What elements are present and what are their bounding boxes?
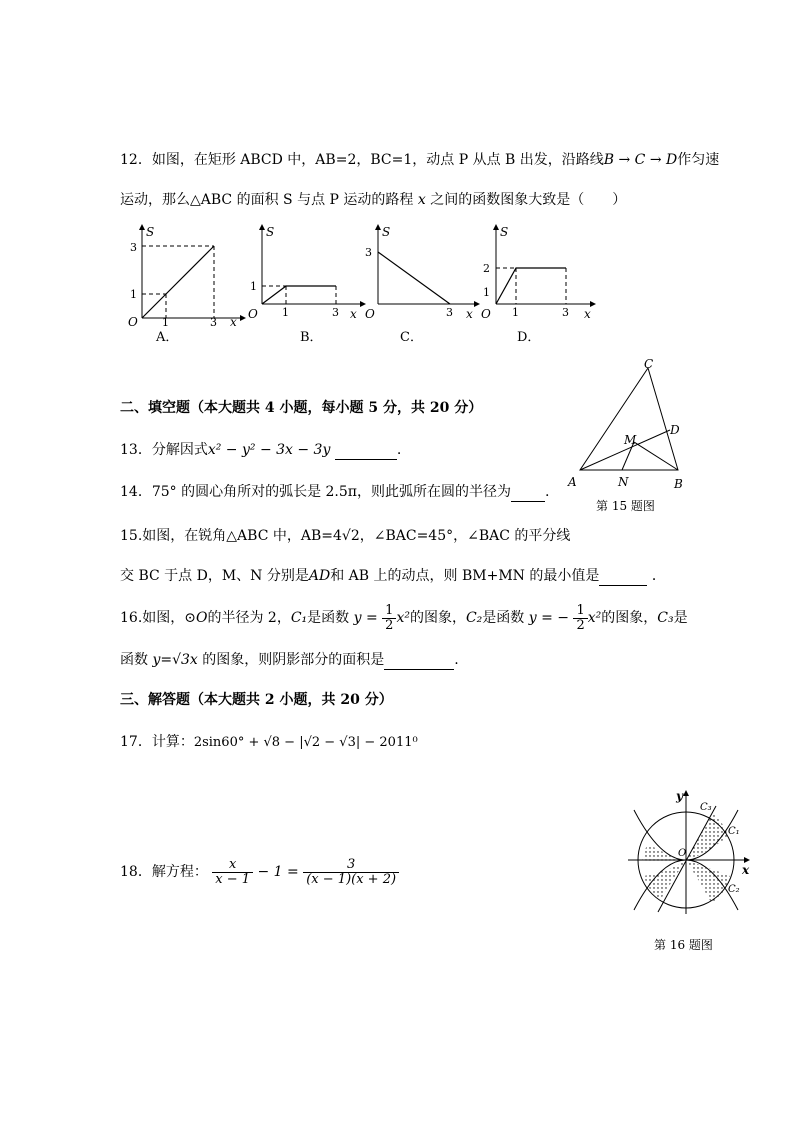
q13-expression: x² − y² − 3x − 3y <box>207 442 331 458</box>
graph-b-3-x: 3 <box>332 306 339 319</box>
section2-title: 二、填空题（本大题共 4 小题，每小题 5 分，共 20 分） <box>120 400 483 416</box>
q14: 14．75° 的圆心角所对的弧长是 2.5π，则此弧所在圆的半径为 . <box>120 484 550 500</box>
option-a: A． <box>156 330 179 345</box>
fig15-label-m: M <box>624 433 637 447</box>
q15-line2: 交 BC 于点 D，M、N 分别是AD和 AB 上的动点，则 BM+MN 的最小值是 ． <box>120 568 666 584</box>
q17-expression: 2sin60° + √8 − |√2 − √3| − 2011⁰ <box>193 735 418 750</box>
fig15-label-d: D <box>670 423 680 437</box>
option-b: B． <box>300 330 323 345</box>
graph-d-origin: O <box>481 307 491 321</box>
fig15-label-n: N <box>618 475 629 489</box>
q13: 13．分解因式x² − y² − 3x − 3y . <box>120 442 402 458</box>
section3-title: 三、解答题（本大题共 2 小题，共 20 分） <box>120 692 393 708</box>
graph-b-x-label: x <box>350 307 357 321</box>
q16-answer-blank[interactable] <box>384 669 454 670</box>
graph-d-s-label: S <box>500 225 509 239</box>
option-c: C． <box>400 330 423 345</box>
graph-a-3-x: 3 <box>210 316 217 329</box>
q16-function-3: y=√3x <box>152 652 198 668</box>
graph-a-s-label: S <box>146 225 155 239</box>
q12-line2: 运动，那么△ABC 的面积 S 与点 P 运动的路程 x 之间的函数图象大致是（ ） <box>120 192 627 208</box>
graph-a-1-y: 1 <box>130 288 137 301</box>
graph-c-3-x: 3 <box>446 306 453 319</box>
graph-d <box>474 222 602 328</box>
fig15-label-c: C <box>644 357 654 371</box>
graph-c-origin: O <box>365 307 375 321</box>
fig16-label-c2: C₂ <box>728 884 740 895</box>
figure-15 <box>560 358 700 498</box>
graph-a-origin: O <box>128 315 138 329</box>
q18-rhs-fraction: $\frac{3}{(x - 1)(x + 2)}$ <box>303 858 399 887</box>
graph-b-1-y: 1 <box>250 280 257 293</box>
q12-route: B → C → D <box>603 152 678 168</box>
graph-d-2-y: 2 <box>483 262 490 275</box>
q16-fraction-1: $\frac{1}{2}$ <box>382 604 396 633</box>
graph-a-1-x: 1 <box>162 316 169 329</box>
q17: 17．计算：2sin60° + √8 − |√2 − √3| − 2011⁰ <box>120 734 418 750</box>
q13-answer-blank[interactable] <box>335 459 397 460</box>
figure-16 <box>624 786 754 926</box>
graph-a-x-label: x <box>230 315 237 329</box>
q15-ab-value: 4√2 <box>332 528 360 544</box>
q18: 18．解方程： $\frac{x}{x - 1}$ − 1 = $\frac{3}{(x - 1)(x + 2)}$ <box>120 852 399 892</box>
q16-line1: 16.如图，⊙O的半径为 2，C₁是函数 y = $\frac{1}{2}$ x²的图象，C₂是函数 y = − $\frac{1}{2}$ x²的图象，C₃是 <box>120 602 688 633</box>
q15-line1: 15.如图，在锐角△ABC 中，AB=4√2，∠BAC=45°，∠BAC 的平分线 <box>120 528 571 544</box>
graph-d-x-label: x <box>584 307 591 321</box>
graph-a-3-y: 3 <box>130 241 137 254</box>
fig16-label-o: O <box>678 848 687 859</box>
q15-answer-blank[interactable] <box>599 585 647 586</box>
fig16-label-c3: C₃ <box>700 802 712 813</box>
graph-a <box>118 222 246 328</box>
fig16-label-x: x <box>742 863 750 877</box>
graph-b-origin: O <box>248 307 258 321</box>
q14-answer-blank[interactable] <box>511 501 545 502</box>
graph-b <box>238 222 366 328</box>
graph-b-s-label: S <box>266 225 275 239</box>
option-d: D． <box>517 330 541 345</box>
graph-d-1-x: 1 <box>512 306 519 319</box>
fig15-label-a: A <box>568 475 577 489</box>
q18-lhs-fraction: $\frac{x}{x - 1}$ <box>212 858 253 887</box>
fig16-label-c1: C₁ <box>728 826 740 837</box>
q16-fraction-2: $\frac{1}{2}$ <box>573 604 587 633</box>
graph-b-1-x: 1 <box>282 306 289 319</box>
graph-d-1-y: 1 <box>483 286 490 299</box>
graph-c-s-label: S <box>382 225 391 239</box>
graph-d-3-x: 3 <box>562 306 569 319</box>
graph-c-3-y: 3 <box>365 246 372 259</box>
q12-line1: 12．如图，在矩形 ABCD 中，AB=2，BC=1，动点 P 从点 B 出发，沿路线B → C → D作匀速 <box>120 152 720 168</box>
graph-c-x-label: x <box>466 307 473 321</box>
fig15-caption: 第 15 题图 <box>596 499 655 513</box>
graph-c <box>356 222 484 328</box>
q16-line2: 函数 y=√3x 的图象，则阴影部分的面积是 . <box>120 652 459 668</box>
fig16-caption: 第 16 题图 <box>654 938 713 952</box>
fig16-label-y: y <box>676 789 683 803</box>
fig15-label-b: B <box>674 477 683 491</box>
